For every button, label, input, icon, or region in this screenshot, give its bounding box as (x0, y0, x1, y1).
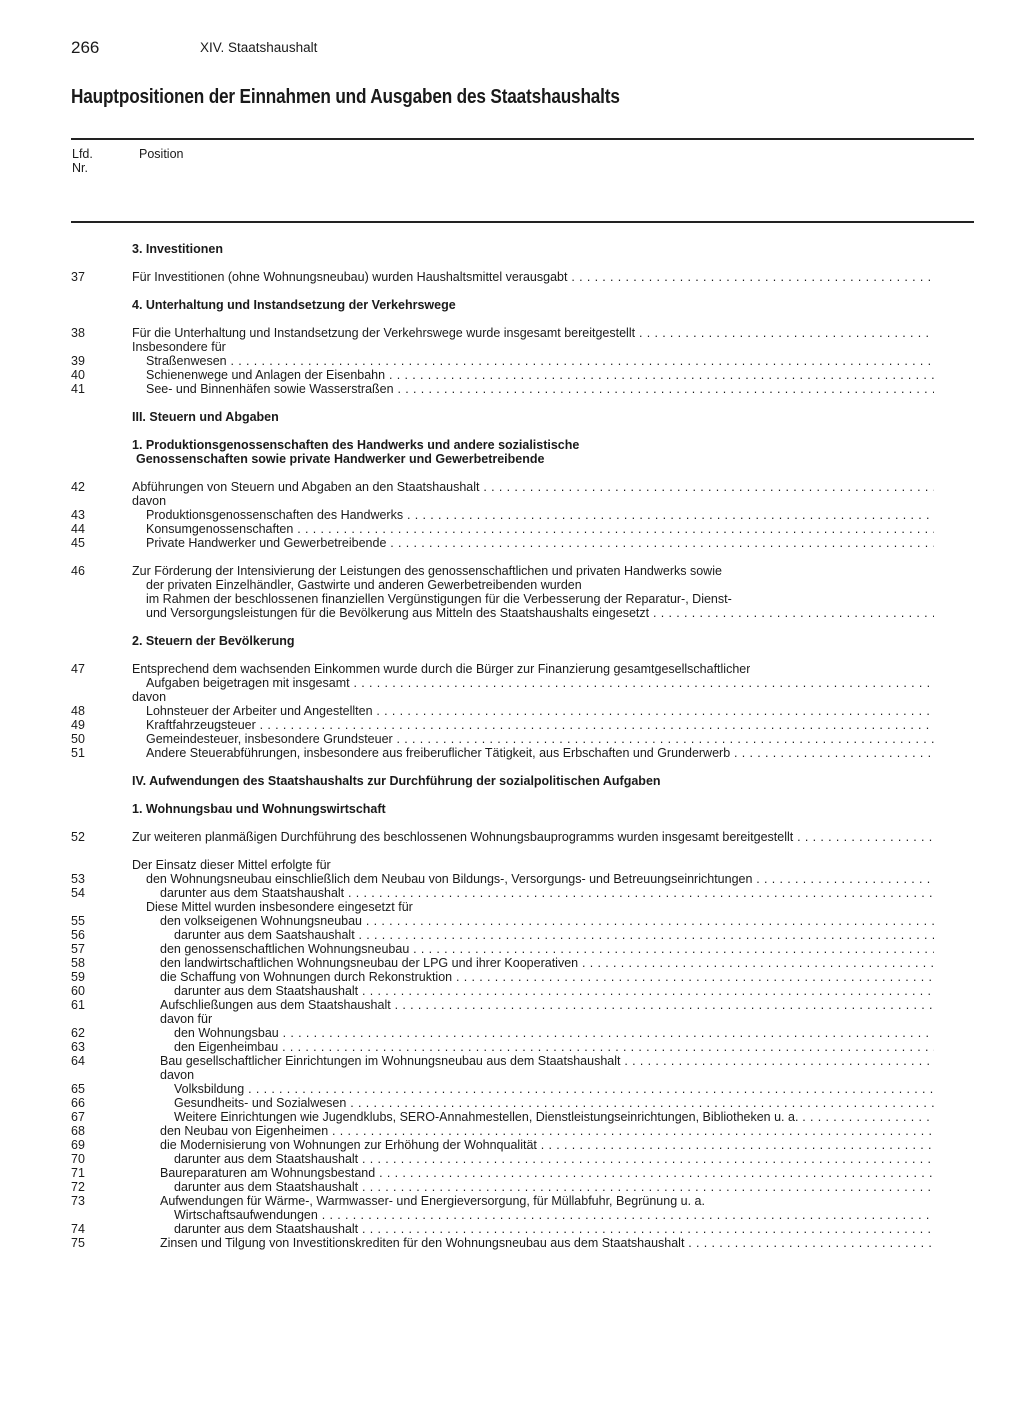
row-label: den Neubau von Eigenheimen . . . (160, 1124, 934, 1138)
row-number: 71 (71, 1166, 85, 1180)
table-row (0, 1152, 1024, 1166)
row-number: 72 (71, 1180, 85, 1194)
row-number: 43 (71, 508, 85, 522)
table-row (0, 690, 1024, 704)
row-number: 60 (71, 984, 85, 998)
table-row (0, 1082, 1024, 1096)
row-number: 58 (71, 956, 85, 970)
row-label: davon (160, 1068, 195, 1082)
section-heading: 2. Steuern der Bevölkerung (132, 634, 295, 648)
row-number: 51 (71, 746, 85, 760)
row-label: Konsumgenossenschaften . . . (146, 522, 934, 536)
table-row (0, 970, 1024, 984)
row-number: 38 (71, 326, 85, 340)
column-header-lfd: Lfd. (72, 147, 93, 161)
row-label: Für die Unterhaltung und Instandsetzung der Verkehrswege wurde insgesamt bereitgestellt . . . (132, 326, 934, 340)
row-number: 70 (71, 1152, 85, 1166)
table-row (0, 1110, 1024, 1124)
table-row (0, 1208, 1024, 1222)
row-label: und Versorgungsleistungen für die Bevölkerung aus Mitteln des Staatshaushalts eingesetzt . . . (146, 606, 934, 620)
table-row (0, 1054, 1024, 1068)
row-label: der privaten Einzelhändler, Gastwirte und anderen Gewerbetreibenden wurden (146, 578, 582, 592)
section-heading: III. Steuern und Abgaben (132, 410, 279, 424)
row-label: Produktionsgenossenschaften des Handwerks . . . (146, 508, 934, 522)
row-label: Schienenwege und Anlagen der Eisenbahn . . . (146, 368, 934, 382)
table-row (0, 480, 1024, 494)
row-number: 37 (71, 270, 85, 284)
row-number: 40 (71, 368, 85, 382)
section-heading: 1. Produktionsgenossenschaften des Handwerks und andere sozialistische (132, 438, 580, 452)
row-label: den Wohnungsbau . . . (174, 1026, 934, 1040)
table-row (0, 1194, 1024, 1208)
row-label: Gesundheits- und Sozialwesen . . . (174, 1096, 934, 1110)
row-label: den landwirtschaftlichen Wohnungsneubau der LPG und ihrer Kooperativen . . . (160, 956, 934, 970)
row-label: Volksbildung . . . (174, 1082, 934, 1096)
row-number: 68 (71, 1124, 85, 1138)
row-number: 75 (71, 1236, 85, 1250)
table-row (0, 1166, 1024, 1180)
row-label: Zinsen und Tilgung von Investitionskrediten für den Wohnungsneubau aus dem Staatshaushalt . . . (160, 1236, 934, 1250)
table-row (0, 1040, 1024, 1054)
header-rule (71, 221, 974, 223)
row-number: 69 (71, 1138, 85, 1152)
table-row (0, 858, 1024, 872)
table-row (0, 340, 1024, 354)
row-number: 55 (71, 914, 85, 928)
table-row (0, 1138, 1024, 1152)
row-label: die Schaffung von Wohnungen durch Rekonstruktion . . . (160, 970, 934, 984)
row-label: Entsprechend dem wachsenden Einkommen wurde durch die Bürger zur Finanzierung gesamtgesellschaftlicher (132, 662, 751, 676)
row-label: Kraftfahrzeugsteuer . . . (146, 718, 934, 732)
row-number: 67 (71, 1110, 85, 1124)
row-number: 62 (71, 1026, 85, 1040)
row-number: 52 (71, 830, 85, 844)
top-rule (71, 138, 974, 140)
table-row (0, 564, 1024, 578)
table-row (0, 732, 1024, 746)
table-row (0, 984, 1024, 998)
row-label: Aufschließungen aus dem Staatshaushalt . . . (160, 998, 934, 1012)
section-heading: 4. Unterhaltung und Instandsetzung der Verkehrswege (132, 298, 456, 312)
row-label: Wirtschaftsaufwendungen . . . (174, 1208, 934, 1222)
row-label: den Wohnungsneubau einschließlich dem Neubau von Bildungs-, Versorgungs- und Betreuungseinrichtungen . . . (146, 872, 934, 886)
table-row (0, 1026, 1024, 1040)
row-label: den genossenschaftlichen Wohnungsneubau . . . (160, 942, 934, 956)
row-label: Lohnsteuer der Arbeiter und Angestellten . . . (146, 704, 934, 718)
row-label: Aufwendungen für Wärme-, Warmwasser- und Energieversorgung, für Müllabfuhr, Begrünung u. a. (160, 1194, 705, 1208)
row-number: 46 (71, 564, 85, 578)
row-label: darunter aus dem Saatshaushalt . . . (174, 928, 934, 942)
section-heading: IV. Aufwendungen des Staatshaushalts zur Durchführung der sozialpolitischen Aufgaben (132, 774, 661, 788)
row-label: Private Handwerker und Gewerbetreibende . . . (146, 536, 934, 550)
row-label: davon (132, 690, 167, 704)
row-label: Insbesondere für (132, 340, 226, 354)
table-row (0, 1012, 1024, 1026)
row-label: darunter aus dem Staatshaushalt . . . (174, 1180, 934, 1194)
table-row (0, 1068, 1024, 1082)
row-label: davon (132, 494, 167, 508)
table-row (0, 704, 1024, 718)
row-label: darunter aus dem Staatshaushalt . . . (174, 1152, 934, 1166)
section-heading: Genossenschaften sowie private Handwerker und Gewerbetreibende (136, 452, 545, 466)
page-title: Hauptpositionen der Einnahmen und Ausgaben des Staatshaushalts (71, 86, 620, 108)
table-row (0, 536, 1024, 550)
row-number: 41 (71, 382, 85, 396)
row-label: See- und Binnenhäfen sowie Wasserstraßen . . . (146, 382, 934, 396)
row-number: 66 (71, 1096, 85, 1110)
row-number: 49 (71, 718, 85, 732)
table-row (0, 354, 1024, 368)
table-row (0, 1124, 1024, 1138)
row-number: 59 (71, 970, 85, 984)
table-row (0, 1096, 1024, 1110)
row-number: 74 (71, 1222, 85, 1236)
table-row (0, 326, 1024, 340)
table-row (0, 886, 1024, 900)
row-label: Zur Förderung der Intensivierung der Leistungen des genossenschaftlichen und privaten Handwerks sowie (132, 564, 722, 578)
row-label: Bau gesellschaftlicher Einrichtungen im Wohnungsneubau aus dem Staatshaushalt . . . (160, 1054, 934, 1068)
row-label: im Rahmen der beschlossenen finanziellen Vergünstigungen für die Verbesserung der Reparatur-, Dienst- (146, 592, 732, 606)
row-label: darunter aus dem Staatshaushalt . . . (174, 1222, 934, 1236)
table-row (0, 578, 1024, 592)
table-row (0, 508, 1024, 522)
row-label: darunter aus dem Staatshaushalt . . . (160, 886, 934, 900)
row-label: Gemeindesteuer, insbesondere Grundsteuer . . . (146, 732, 934, 746)
row-number: 63 (71, 1040, 85, 1054)
row-label: die Modernisierung von Wohnungen zur Erhöhung der Wohnqualität . . . (160, 1138, 934, 1152)
table-row (0, 494, 1024, 508)
table-row (0, 1236, 1024, 1250)
table-row (0, 606, 1024, 620)
row-label: den volkseigenen Wohnungsneubau . . . (160, 914, 934, 928)
row-number: 73 (71, 1194, 85, 1208)
row-label: darunter aus dem Staatshaushalt . . . (174, 984, 934, 998)
row-number: 47 (71, 662, 85, 676)
row-number: 39 (71, 354, 85, 368)
column-header-nr: Nr. (72, 161, 88, 175)
section-heading: 3. Investitionen (132, 242, 223, 256)
table-row (0, 830, 1024, 844)
row-number: 54 (71, 886, 85, 900)
page-number: 266 (71, 38, 100, 57)
table-row (0, 872, 1024, 886)
chapter-title: XIV. Staatshaushalt (200, 40, 318, 55)
row-label: Zur weiteren planmäßigen Durchführung des beschlossenen Wohnungsbauprogramms wurden insgesamt bereitgestellt . . . (132, 830, 934, 844)
table-row (0, 382, 1024, 396)
row-label: Baureparaturen am Wohnungsbestand . . . (160, 1166, 934, 1180)
table-row (0, 1180, 1024, 1194)
section-heading: 1. Wohnungsbau und Wohnungswirtschaft (132, 802, 386, 816)
row-label: Abführungen von Steuern und Abgaben an den Staatshaushalt . . . (132, 480, 934, 494)
table-row (0, 718, 1024, 732)
row-label: davon für (160, 1012, 213, 1026)
row-number: 48 (71, 704, 85, 718)
row-number: 65 (71, 1082, 85, 1096)
row-label: Aufgaben beigetragen mit insgesamt . . . (146, 676, 934, 690)
table-row (0, 928, 1024, 942)
row-number: 56 (71, 928, 85, 942)
row-number: 53 (71, 872, 85, 886)
table-row (0, 900, 1024, 914)
row-number: 42 (71, 480, 85, 494)
table-row (0, 942, 1024, 956)
row-number: 45 (71, 536, 85, 550)
row-number: 64 (71, 1054, 85, 1068)
row-label: Diese Mittel wurden insbesondere eingesetzt für (146, 900, 413, 914)
table-row (0, 676, 1024, 690)
table-row (0, 368, 1024, 382)
row-number: 57 (71, 942, 85, 956)
row-label: Straßenwesen . . . (146, 354, 934, 368)
table-row (0, 592, 1024, 606)
row-label: Der Einsatz dieser Mittel erfolgte für (132, 858, 331, 872)
table-row (0, 522, 1024, 536)
table-row (0, 998, 1024, 1012)
table-row (0, 662, 1024, 676)
table-row (0, 914, 1024, 928)
row-number: 61 (71, 998, 85, 1012)
row-number: 44 (71, 522, 85, 536)
table-row (0, 746, 1024, 760)
row-label: Für Investitionen (ohne Wohnungsneubau) wurden Haushaltsmittel verausgabt . . . (132, 270, 934, 284)
row-label: den Eigenheimbau . . . (174, 1040, 934, 1054)
row-label: Weitere Einrichtungen wie Jugendklubs, SERO-Annahmestellen, Dienstleistungseinrichtungen, Bibliotheken u. a. . . . (174, 1110, 934, 1124)
table-row (0, 1222, 1024, 1236)
row-number: 50 (71, 732, 85, 746)
column-header-position: Position (139, 147, 184, 161)
table-row (0, 956, 1024, 970)
table-row (0, 270, 1024, 284)
row-label: Andere Steuerabführungen, insbesondere aus freiberuflicher Tätigkeit, aus Erbschaften und Grunderwerb . . . (146, 746, 934, 760)
